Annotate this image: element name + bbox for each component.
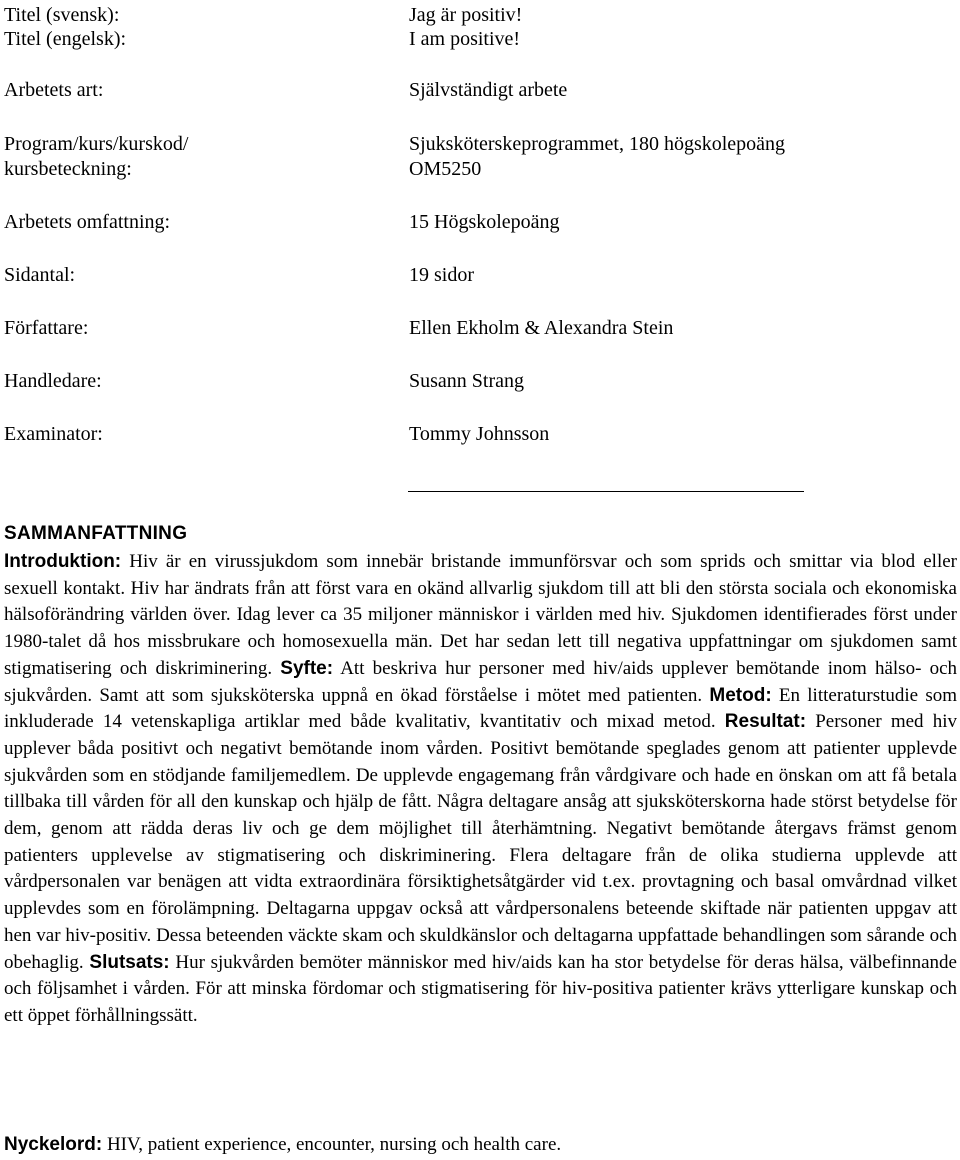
meta-row-scope [4,210,954,234]
meta-label: Titel (svensk): [4,4,120,26]
aim-text: Att beskriva hur personer med hiv/aids upplever bemötande inom hälso- och sjukvården. Samt att som sjuksköterska uppnå en ökad förståelse i mötet med patienten. [4,657,958,706]
conclusion-text: Hur sjukvården bemöter människor med hiv/aids kan ha stor betydelse för deras hälsa, välbefinnande och följsamhet i vården. För att minska fördomar och stigmatisering för hiv-positiva patienter krävs ytterligare kunskap och ett öppet förhållningssätt. [4,951,957,1026]
meta-value: Tommy Johnsson [409,423,550,445]
meta-value: 19 sidor [409,264,474,286]
method-text: En litteraturstudie som inkluderade 14 vetenskapliga artiklar med både kvalitativ, kvantitativ och mixad metod. [4,684,958,733]
meta-row-title-en [4,27,954,51]
meta-row-work-type [4,78,954,102]
separator-line [408,491,804,492]
meta-value: Självständigt arbete [409,79,568,101]
meta-value: Ellen Ekholm & Alexandra Stein [409,317,674,339]
keywords-line [4,1132,957,1158]
meta-value: 15 Högskolepoäng [409,211,560,233]
aim-label: Syfte: [280,657,334,679]
meta-label: Arbetets art: [4,79,104,101]
keywords-text: HIV, patient experience, encounter, nursing och health care. [102,1134,562,1155]
meta-row-course-code [4,157,954,181]
meta-value: Sjuksköterskeprogrammet, 180 högskolepoäng [409,133,786,155]
meta-value: Susann Strang [409,370,524,392]
results-text: Personer med hiv upplever båda positivt och negativt bemötande inom vården. Positivt bemötande speglades genom att patienter upplevde sjukvården som en stödjande familjemedlem. De upplevde engagemang från vårdgivare och hade en önskan om att få betala tillbaka till vården för all den kunskap och hjälp de fått. Några deltagare ansåg att sjuksköterskorna hade störst betydelse för dem, genom att rädda deras liv och ge dem möjlighet till återhämtning. Negativt bemötande återgavs främst genom patienters upplevelse av stigmatisering och diskriminering. Flera deltagare från de olika studierna upplevde att vårdpersonalen var benägen att vidta extraordinära försiktighetsåtgärder vid t.ex. provtagning och basal omvårdnad vilket upplevdes som en förolämpning. Deltagarna uppgav också att vårdpersonalens beteende skiftade när patienten uppgav att hen var hiv-positiv. Dessa beteenden väckte skam och skuldkänslor och deltagarna uppfattade behandlingen som sårande och obehaglig. [4,711,957,973]
method-label: Metod: [709,684,772,706]
meta-row-pages [4,263,954,287]
meta-label: Författare: [4,317,89,339]
meta-row-examiner [4,422,954,446]
meta-row-program [4,132,954,156]
intro-text: Hiv är en virussjukdom som innebär bristande immunförsvar och som sprids och smittar via blod eller sexuell kontakt. Hiv har ändrats från att först vara en okänd allvarlig sjukdom till att bli den största sociala och ekonomiska hälsoförändring världen över. Idag lever ca 35 miljoner människor i världen med hiv. Sjukdomen identifierades först under 1980-talet då hos missbrukare och homosexuella män. Det har sedan lett till negativa uppfattningar om sjukdomen samt stigmatisering och diskriminering. [4,551,957,679]
summary-body [4,549,957,1030]
meta-row-title-sv [4,3,954,27]
intro-label: Introduktion: [4,551,122,572]
meta-value: OM5250 [409,158,482,180]
results-label: Resultat: [724,711,807,733]
meta-label: Titel (engelsk): [4,28,127,50]
meta-label: kursbeteckning: [4,158,132,180]
meta-label: Arbetets omfattning: [4,211,171,233]
summary-heading: SAMMANFATTNING [4,523,188,544]
meta-row-supervisor [4,369,954,393]
keywords-label: Nyckelord: [4,1134,103,1155]
meta-label: Handledare: [4,370,102,392]
meta-row-authors [4,316,954,340]
conclusion-label: Slutsats: [89,951,170,973]
meta-label: Examinator: [4,423,103,445]
meta-value: I am positive! [409,28,521,50]
meta-label: Program/kurs/kurskod/ [4,133,189,155]
meta-value: Jag är positiv! [409,4,523,26]
meta-label: Sidantal: [4,264,76,286]
